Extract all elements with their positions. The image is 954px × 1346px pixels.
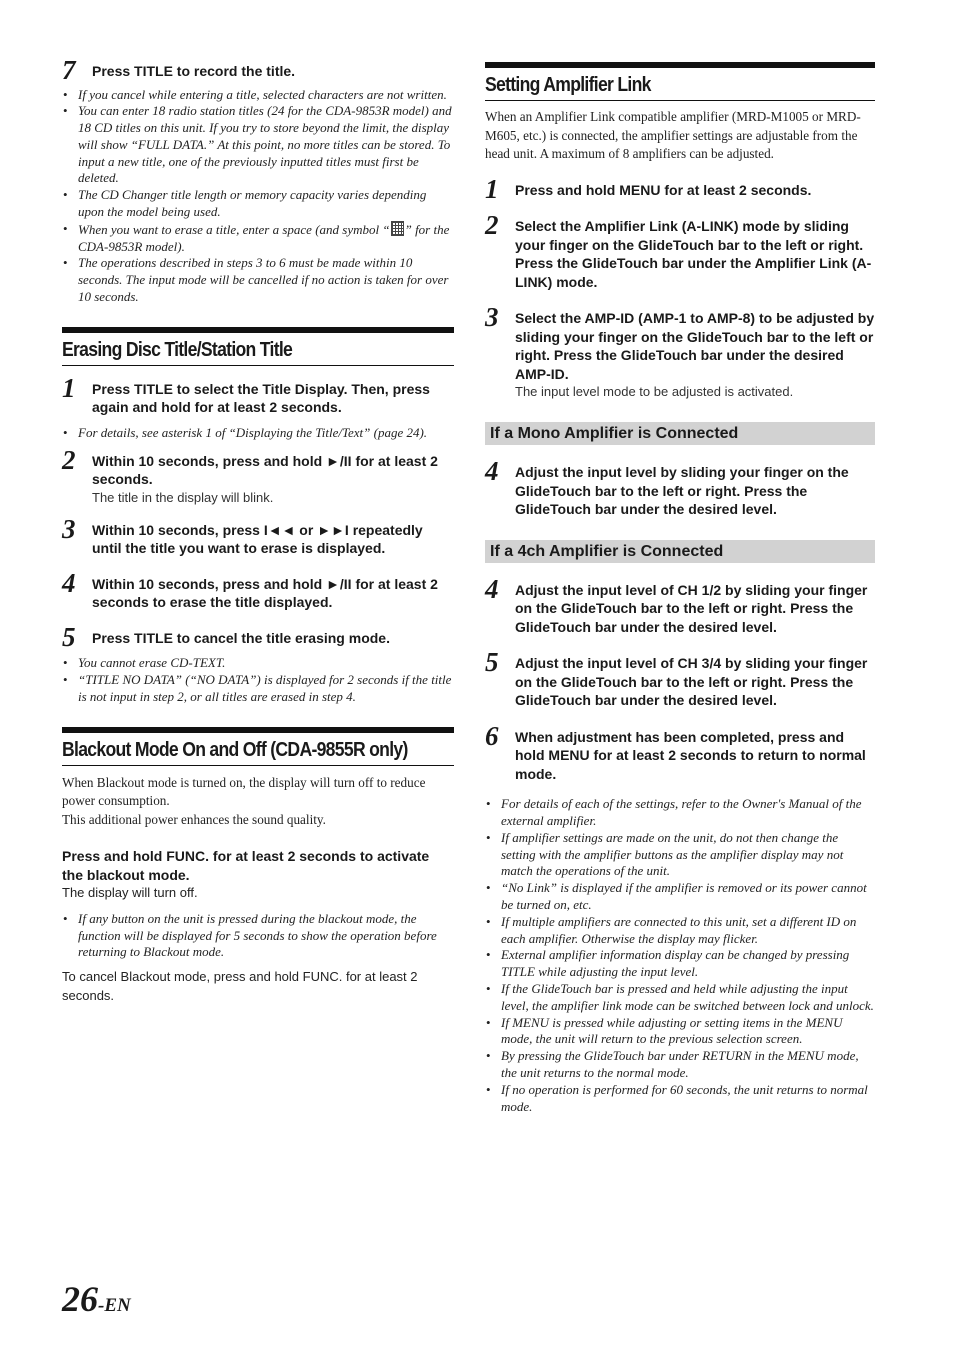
- amp-step-1: [485, 173, 875, 204]
- step-number: 5: [62, 621, 76, 652]
- note-item: • “TITLE NO DATA” (“NO DATA”) is displayed for 2 seconds if the title is not input in step 2, or all titles are erased in step 4.: [62, 672, 454, 706]
- step-text: When adjustment has been completed, press and hold MENU for at least 2 seconds to return to normal mode.: [515, 728, 866, 782]
- blackout-subtext: The display will turn off.: [62, 885, 198, 901]
- amp-step-3: [485, 302, 875, 401]
- note-item: • If the GlideTouch bar is pressed and held while adjusting the input level, the amplifier link mode can be switched between lock and unlock.: [485, 981, 875, 1015]
- step-text: Select the Amplifier Link (A-LINK) mode by sliding your finger on the GlideTouch bar to the left or right. Press the GlideTouch bar under the Amplifier Link (A-LINK) mode.: [515, 218, 872, 290]
- section-title: Setting Amplifier Link: [485, 74, 651, 96]
- erase-step-4: [62, 567, 454, 612]
- left-column: [62, 55, 454, 1005]
- note-item: • If multiple amplifiers are connected to this unit, set a different ID on each amplifier. Otherwise the display may flicker.: [485, 914, 875, 948]
- amp-intro: When an Amplifier Link compatible amplifier (MRD-M1005 or MRD-M605, etc.) is connected, the amplifier settings are adjustable from the head unit. A maximum of 8 amplifiers can be adjusted.: [485, 109, 861, 162]
- step-number: 4: [485, 573, 499, 604]
- page-number: [62, 1278, 131, 1320]
- step-text: Adjust the input level of CH 3/4 by sliding your finger on the GlideTouch bar to the left or right. Press the GlideTouch bar under the desired level.: [515, 655, 868, 709]
- step7-notes: [62, 87, 454, 306]
- fourch-step-4: [485, 573, 875, 637]
- section-header: [62, 727, 454, 766]
- note-item: • You can enter 18 radio station titles (24 for the CDA-9853R model) and 18 CD titles on this unit. If you try to store beyond the limit, the display will show “FULL DATA.” At this point, no more titles can be stored. To input a new title, one of the previously inputted titles must first be deleted.: [62, 103, 454, 187]
- erase-step-3: [62, 513, 454, 558]
- step-text: Press TITLE to record the title.: [92, 63, 296, 79]
- blackout-notes: [62, 911, 454, 961]
- step-subtext: The title in the display will blink.: [92, 489, 274, 505]
- erase-step1-notes: [62, 425, 454, 442]
- note-item: • The CD Changer title length or memory capacity varies depending upon the model being used.: [62, 187, 454, 221]
- amp-notes: [485, 796, 875, 1115]
- step-text: Within 10 seconds, press and hold ►/II for at least 2 seconds.: [92, 452, 438, 488]
- step-text: Within 10 seconds, press I◄◄ or ►►I repeatedly until the title you want to erase is displayed.: [92, 521, 423, 557]
- step-text: Adjust the input level of CH 1/2 by sliding your finger on the GlideTouch bar to the left or right. Press the GlideTouch bar under the desired level.: [515, 581, 868, 635]
- erase-notes: [62, 655, 454, 705]
- note-item: [62, 221, 454, 256]
- blackout-cancel-text: To cancel Blackout mode, press and hold FUNC. for at least 2 seconds.: [62, 969, 418, 1003]
- step-text: Adjust the input level by sliding your finger on the GlideTouch bar to the left or right. Press the GlideTouch bar under the desired level.: [515, 464, 849, 518]
- section-title: Blackout Mode On and Off (CDA-9855R only): [62, 738, 408, 761]
- step-number: 1: [62, 372, 76, 403]
- amp-step-2: [485, 210, 875, 291]
- note-item: • For details of each of the settings, refer to the Owner's Manual of the external amplifier.: [485, 796, 875, 830]
- right-column: [485, 62, 875, 1115]
- step-number: 5: [485, 647, 499, 678]
- section-title: Erasing Disc Title/Station Title: [62, 338, 293, 361]
- space-symbol-icon: [391, 221, 404, 236]
- step-number: 2: [485, 210, 499, 241]
- note-item: • If no operation is performed for 60 seconds, the unit returns to normal mode.: [485, 1082, 875, 1116]
- blackout-instruction: Press and hold FUNC. for at least 2 seconds to activate the blackout mode.: [62, 848, 430, 883]
- note-item: • If MENU is pressed while adjusting or setting items in the MENU mode, the unit will return to the previous selection screen.: [485, 1015, 875, 1049]
- page-number-value: 26: [62, 1279, 98, 1319]
- step-number: 2: [62, 444, 76, 475]
- note-item: • If any button on the unit is pressed during the blackout mode, the function will be displayed for 5 seconds to show the operation before returning to Blackout mode.: [62, 911, 454, 961]
- step-7: [62, 55, 454, 85]
- note-text: When you want to erase a title, enter a space (and symbol “: [78, 221, 390, 237]
- note-item: • If you cancel while entering a title, selected characters are not written.: [62, 87, 454, 104]
- step-text: Select the AMP-ID (AMP-1 to AMP-8) to be adjusted by sliding your finger on the GlideTouch bar to the left or right. Press the GlideTouch bar under the desired AMP-ID.: [515, 310, 875, 382]
- step-text: Press TITLE to cancel the title erasing mode.: [92, 629, 390, 646]
- step-text: Press and hold MENU for at least 2 seconds.: [515, 181, 812, 198]
- note-item: • The operations described in steps 3 to 6 must be made within 10 seconds. The input mode will be cancelled if no action is taken for over 10 seconds.: [62, 255, 454, 305]
- step-number: 6: [485, 720, 499, 751]
- erase-step-1: [62, 372, 454, 417]
- subsection-header: If a 4ch Amplifier is Connected: [485, 540, 875, 563]
- erase-step-2: [62, 444, 454, 507]
- section-header: [485, 62, 875, 101]
- fourch-step-5: [485, 647, 875, 710]
- step-number: 1: [485, 173, 499, 204]
- step-subtext: The input level mode to be adjusted is activated.: [515, 384, 794, 400]
- note-item: • For details, see asterisk 1 of “Displaying the Title/Text” (page 24).: [62, 425, 454, 442]
- subsection-header: If a Mono Amplifier is Connected: [485, 422, 875, 445]
- step-number: 4: [485, 456, 499, 487]
- note-item: • You cannot erase CD-TEXT.: [62, 655, 454, 672]
- note-item: • External amplifier information display can be changed by pressing TITLE while adjusting the input level.: [485, 947, 875, 981]
- amp-step-6: [485, 720, 875, 784]
- step-text: Within 10 seconds, press and hold ►/II for at least 2 seconds to erase the title displayed.: [92, 575, 438, 611]
- step-text: Press TITLE to select the Title Display. Then, press again and hold for at least 2 seconds.: [92, 380, 430, 416]
- note-text: ” for the CDA-9853R model).: [78, 221, 450, 254]
- erase-step-5: [62, 621, 454, 652]
- step-number: 7: [62, 55, 76, 85]
- step-number: 4: [62, 567, 76, 598]
- mono-step-4: [485, 456, 875, 519]
- step-number: 3: [485, 302, 499, 333]
- note-item: • “No Link” is displayed if the amplifier is removed or its power cannot be turned on, etc.: [485, 880, 875, 914]
- blackout-intro-2: This additional power enhances the sound quality.: [62, 811, 326, 827]
- page-language-suffix: -EN: [98, 1295, 131, 1316]
- blackout-intro: When Blackout mode is turned on, the display will turn off to reduce power consumption.: [62, 774, 426, 809]
- section-header: [62, 327, 454, 366]
- note-item: • By pressing the GlideTouch bar under RETURN in the MENU mode, the unit returns to the normal mode.: [485, 1048, 875, 1082]
- step-number: 3: [62, 513, 76, 544]
- note-item: • If amplifier settings are made on the unit, do not then change the setting with the amplifier buttons as the amplifier display may not match the operations of the unit.: [485, 830, 875, 880]
